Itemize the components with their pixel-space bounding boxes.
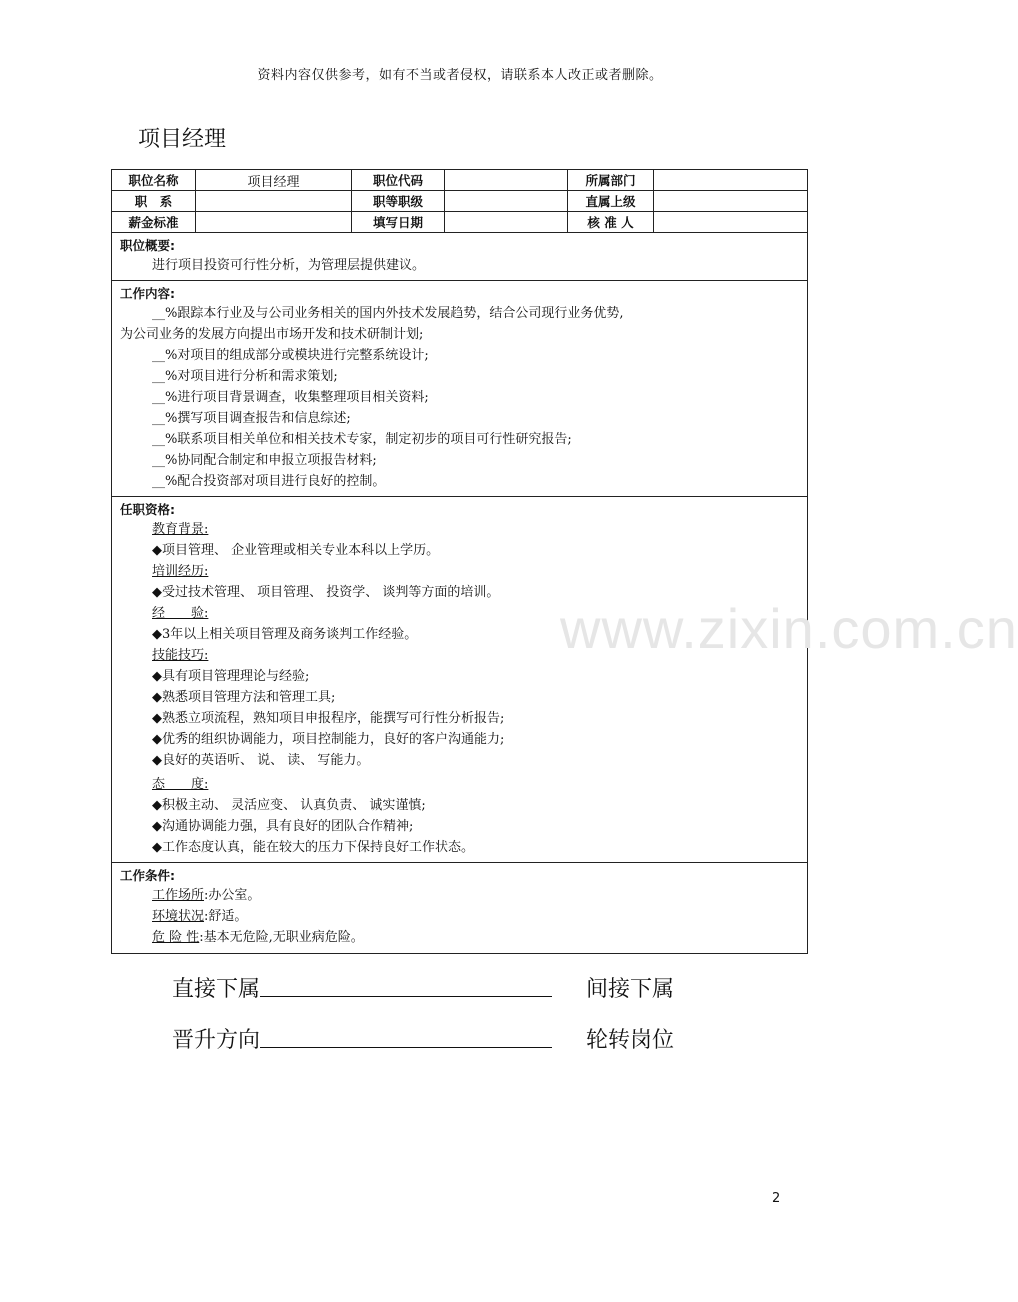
duty-text: %对项目的组成部分或模块进行完整系统设计; — [165, 348, 429, 363]
value-department — [654, 170, 808, 191]
risk-value: :基本无危险,无职业病危险。 — [199, 930, 364, 945]
indirect-reports-label: 间接下属 — [586, 977, 675, 1002]
duty-item — [120, 471, 799, 492]
form-row-2 — [112, 191, 808, 212]
skill-item: ◆具有项目管理理论与经验; — [152, 669, 310, 684]
qualifications-section — [112, 497, 808, 863]
watermark-text: www.zixin.com.cn — [560, 597, 1018, 660]
duty-text: %协同配合制定和申报立项报告材料; — [165, 453, 377, 468]
duty-blank: __ — [152, 348, 165, 363]
experience-label: 经 验: — [152, 606, 209, 621]
summary-text: 进行项目投资可行性分析，为管理层提供建议。 — [152, 258, 426, 273]
attitude-item: ◆工作态度认真，能在较大的压力下保持良好工作状态。 — [152, 840, 474, 855]
duties-row — [112, 281, 808, 497]
duty-item-continued: 为公司业务的发展方向提出市场开发和技术研制计划; — [120, 327, 424, 342]
place-label: 工作场所 — [152, 888, 205, 903]
value-position-code — [445, 170, 568, 191]
duty-text: %跟踪本行业及与公司业务相关的国内外技术发展趋势，结合公司现行业务优势, — [165, 306, 624, 321]
skill-item: ◆熟悉项目管理方法和管理工具; — [152, 690, 336, 705]
duty-item — [120, 345, 799, 366]
duty-blank: __ — [152, 369, 165, 384]
skills-label: 技能技巧: — [152, 648, 209, 663]
duty-text: %撰写项目调查报告和信息综述; — [165, 411, 351, 426]
document-title: 项目经理 — [138, 127, 227, 152]
value-salary-standard — [196, 212, 352, 233]
duty-text: %联系项目相关单位和相关技术专家，制定初步的项目可行性研究报告; — [165, 432, 572, 447]
label-grade: 职等职级 — [352, 191, 445, 212]
value-position-name: 项目经理 — [196, 170, 352, 191]
condition-environment — [120, 906, 799, 927]
condition-risk — [120, 927, 799, 948]
risk-label: 危 险 性 — [152, 930, 200, 945]
attitude-item: ◆积极主动、 灵活应变、 认真负责、 诚实谨慎; — [152, 798, 426, 813]
duty-text: %配合投资部对项目进行良好的控制。 — [165, 474, 386, 489]
training-label: 培训经历: — [152, 564, 209, 579]
education-label: 教育背景: — [152, 522, 209, 537]
duty-blank: __ — [152, 390, 165, 405]
rotation-label: 轮转岗位 — [586, 1028, 675, 1053]
disclaimer-text: 资料内容仅供参考，如有不当或者侵权，请联系本人改正或者删除。 — [257, 68, 663, 83]
value-direct-supervisor — [654, 191, 808, 212]
skill-item: ◆良好的英语听、 说、 读、 写能力。 — [152, 753, 370, 768]
duty-item — [120, 450, 799, 471]
duty-item — [120, 303, 799, 324]
label-fill-date: 填写日期 — [352, 212, 445, 233]
summary-row — [112, 233, 808, 281]
conditions-title: 工作条件: — [120, 868, 175, 883]
duty-blank: __ — [152, 411, 165, 426]
page-number: 2 — [772, 1191, 781, 1206]
job-description-form — [111, 169, 808, 954]
duty-text: %对项目进行分析和需求策划; — [165, 369, 338, 384]
value-job-family — [196, 191, 352, 212]
label-approver: 核 准 人 — [568, 212, 654, 233]
duty-blank: __ — [152, 306, 165, 321]
label-department: 所属部门 — [568, 170, 654, 191]
promotion-line — [260, 1047, 552, 1048]
place-value: :办公室。 — [204, 888, 261, 903]
summary-section — [112, 233, 808, 281]
label-direct-supervisor: 直属上级 — [568, 191, 654, 212]
value-approver — [654, 212, 808, 233]
duty-item — [120, 366, 799, 387]
experience-item: ◆3年以上相关项目管理及商务谈判工作经验。 — [152, 627, 418, 642]
form-row-3 — [112, 212, 808, 233]
label-position-name: 职位名称 — [112, 170, 196, 191]
training-item: ◆受过技术管理、 项目管理、 投资学、 谈判等方面的培训。 — [152, 585, 500, 600]
environment-value: :舒适。 — [204, 909, 248, 924]
label-job-family: 职 系 — [112, 191, 196, 212]
skill-item: ◆优秀的组织协调能力，项目控制能力，良好的客户沟通能力; — [152, 732, 505, 747]
value-grade — [445, 191, 568, 212]
duty-text: %进行项目背景调查，收集整理项目相关资料; — [165, 390, 429, 405]
education-item: ◆项目管理、 企业管理或相关专业本科以上学历。 — [152, 543, 440, 558]
duty-item — [120, 429, 799, 450]
duty-blank: __ — [152, 474, 165, 489]
direct-reports-label: 直接下属 — [172, 977, 261, 1002]
duties-section — [112, 281, 808, 497]
duties-title: 工作内容: — [120, 286, 175, 301]
duty-blank: __ — [152, 453, 165, 468]
condition-place — [120, 885, 799, 906]
qualifications-title: 任职资格: — [120, 502, 175, 517]
qualifications-row — [112, 497, 808, 863]
label-position-code: 职位代码 — [352, 170, 445, 191]
environment-label: 环境状况 — [152, 909, 205, 924]
conditions-row — [112, 863, 808, 954]
attitude-label: 态 度: — [152, 777, 209, 792]
summary-title: 职位概要: — [120, 238, 175, 253]
form-row-1 — [112, 170, 808, 191]
duty-item — [120, 387, 799, 408]
value-fill-date — [445, 212, 568, 233]
duty-blank: __ — [152, 432, 165, 447]
skill-item: ◆熟悉立项流程，熟知项目申报程序，能撰写可行性分析报告; — [152, 711, 505, 726]
direct-reports-line — [260, 996, 552, 997]
promotion-label: 晋升方向 — [172, 1028, 261, 1053]
conditions-section — [112, 863, 808, 954]
attitude-item: ◆沟通协调能力强，具有良好的团队合作精神; — [152, 819, 414, 834]
label-salary-standard: 薪金标准 — [112, 212, 196, 233]
duty-item — [120, 408, 799, 429]
